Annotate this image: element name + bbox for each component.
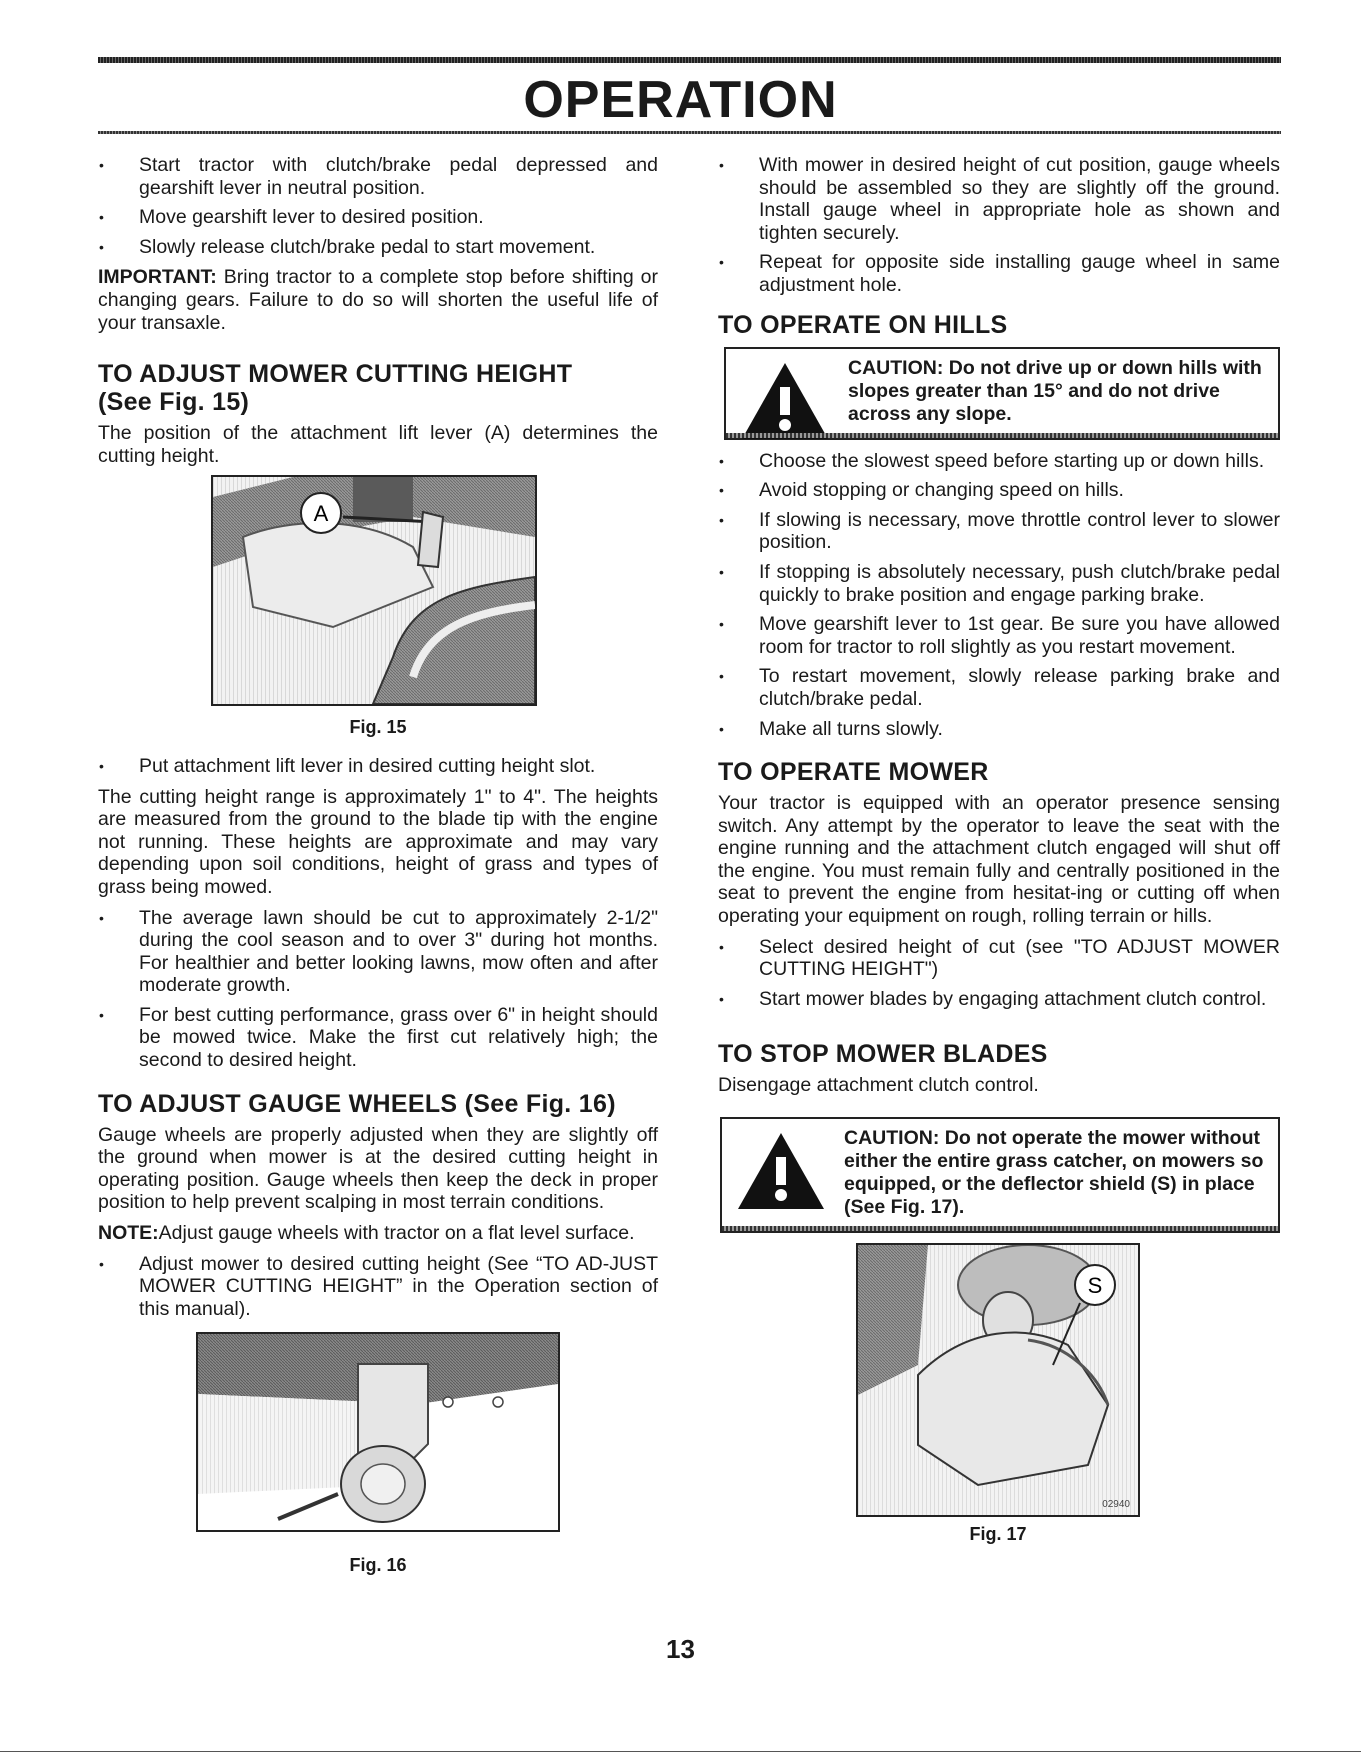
heading-line: (See Fig. 15) xyxy=(98,388,250,417)
figure-16-caption: Fig. 16 xyxy=(349,1555,407,1576)
note-text: Adjust gauge wheels with tractor on a flat level surface. xyxy=(158,1222,635,1245)
operate-mower-para: Your tractor is equipped with an operator presence sensing switch. Any attempt by the operator to leave the seat with the engine running and the attachment clutch engaged will shut off the engine. You must remain fully and centrally positioned in the seat to prevent the engine from hesitat-ing or cutting off when operating your equipment on rough, rolling terrain or hills. xyxy=(718,792,1280,928)
figure-15-caption: Fig. 15 xyxy=(349,717,407,738)
list-item: • Make all turns slowly. xyxy=(718,718,1280,741)
list-item: • Move gearshift lever to 1st gear. Be sure you have allowed room for tractor to roll slightly as you restart movement. xyxy=(718,613,1280,658)
fig-15-callout-a: A xyxy=(313,501,329,527)
list-item: • Avoid stopping or changing speed on hills. xyxy=(718,479,1280,502)
gauge-continued-bullet-list xyxy=(718,154,1280,297)
right-column xyxy=(718,154,1280,1546)
list-item: • With mower in desired height of cut position, gauge wheels should be assembled so they are slightly off the ground. Install gauge wheel in appropriate hole as shown and tighten securely. xyxy=(718,154,1280,244)
list-item: • Put attachment lift lever in desired cutting height slot. xyxy=(98,755,658,778)
fig-15-illustration xyxy=(213,477,535,704)
section-heading-gauge-wheels: TO ADJUST GAUGE WHEELS (See Fig. 16) xyxy=(98,1089,616,1118)
list-item: • Select desired height of cut (see "TO ADJUST MOWER CUTTING HEIGHT") xyxy=(718,936,1280,981)
heading-line: TO ADJUST MOWER CUTTING HEIGHT xyxy=(98,360,573,389)
list-item: • Move gearshift lever to desired position. xyxy=(98,206,658,229)
list-item: • Repeat for opposite side installing gauge wheel in same adjustment hole. xyxy=(718,251,1280,296)
fig-17-callout-s: S xyxy=(1087,1273,1103,1299)
list-item: • If stopping is absolutely necessary, push clutch/brake pedal quickly to brake position and engage parking brake. xyxy=(718,561,1280,606)
page-number: 13 xyxy=(666,1634,695,1664)
important-text: Bring tractor to a complete stop before shifting or changing gears. Failure to do so will shorten the useful life of your transaxle. xyxy=(98,266,658,334)
cutting-height-range: The cutting height range is approximately 1" to 4". The heights are measured from the ground to the blade tip with the engine not running. These heights are approximate and may vary depending upon soil conditions, height of grass and types of grass being mowed. xyxy=(98,785,658,898)
list-item: • Adjust mower to desired cutting height (See “TO AD-JUST MOWER CUTTING HEIGHT” in the Operation section of this manual). xyxy=(98,1253,658,1321)
gauge-bullet-list xyxy=(98,1253,658,1321)
caution-box-mower xyxy=(720,1117,1280,1233)
list-item: • Slowly release clutch/brake pedal to start movement. xyxy=(98,236,658,259)
list-item: • Start tractor with clutch/brake pedal depressed and gearshift lever in neutral position. xyxy=(98,154,658,199)
bottom-rule xyxy=(0,1751,1361,1752)
list-item: • The average lawn should be cut to approximately 2-1/2" during the cool season and to over 3" during hot months. For healthier and better looking lawns, mow often and after moderate growth. xyxy=(98,907,658,997)
caution-text: CAUTION: Do not operate the mower without either the entire grass catcher, on mowers so equipped, or the deflector shield (S) in place (See Fig. 17). xyxy=(844,1127,1264,1219)
caution-text: CAUTION: Do not drive up or down hills with slopes greater than 15° and do not drive across any slope. xyxy=(848,356,1262,425)
caution-box-hills xyxy=(724,347,1280,440)
top-rule xyxy=(98,57,1281,63)
figure-16-image xyxy=(196,1332,560,1532)
list-item: • Start mower blades by engaging attachment clutch control. xyxy=(718,988,1280,1011)
hills-bullet-list xyxy=(718,450,1280,741)
fig-17-code: 02940 xyxy=(1102,1499,1130,1511)
list-item: • Choose the slowest speed before starting up or down hills. xyxy=(718,450,1280,473)
stop-blades-para: Disengage attachment clutch control. xyxy=(718,1074,1039,1097)
intro-bullet-list xyxy=(98,154,658,258)
warning-icon xyxy=(740,361,830,441)
section-heading-stop-blades: TO STOP MOWER BLADES xyxy=(718,1040,1048,1069)
list-item: • If slowing is necessary, move throttle control lever to slower position. xyxy=(718,509,1280,554)
important-note xyxy=(98,266,658,334)
list-item: • To restart movement, slowly release parking brake and clutch/brake pedal. xyxy=(718,665,1280,710)
left-column xyxy=(98,154,658,1577)
page-title: OPERATION xyxy=(523,71,838,129)
title-rule xyxy=(98,131,1281,134)
note-label: NOTE: xyxy=(98,1222,159,1245)
operate-mower-bullet-list xyxy=(718,936,1280,1011)
figure-15-image xyxy=(211,475,537,706)
section-heading-hills: TO OPERATE ON HILLS xyxy=(718,310,1008,339)
important-label: IMPORTANT: xyxy=(98,266,217,289)
gauge-note xyxy=(98,1222,658,1245)
section-heading-operate-mower: TO OPERATE MOWER xyxy=(718,758,989,787)
fig-16-illustration xyxy=(198,1334,558,1530)
lawn-bullet-list xyxy=(98,907,658,1072)
fig-17-illustration xyxy=(858,1245,1138,1515)
list-item: • For best cutting performance, grass over 6" in height should be mowed twice. Make the first cut relatively high; the second to desired height. xyxy=(98,1004,658,1072)
figure-17-caption: Fig. 17 xyxy=(969,1524,1027,1545)
section-heading-cutting-height xyxy=(98,360,658,416)
gauge-wheels-para: Gauge wheels are properly adjusted when they are slightly off the ground when mower is at the desired cutting height in operating position. Gauge wheels then keep the deck in proper position to help prevent scalping in most terrain conditions. xyxy=(98,1123,658,1214)
figure-17-image xyxy=(856,1243,1140,1517)
warning-icon xyxy=(736,1131,826,1211)
cutting-height-intro: The position of the attachment lift lever (A) determines the cutting height. xyxy=(98,422,658,467)
cutting-bullet-list xyxy=(98,755,658,778)
